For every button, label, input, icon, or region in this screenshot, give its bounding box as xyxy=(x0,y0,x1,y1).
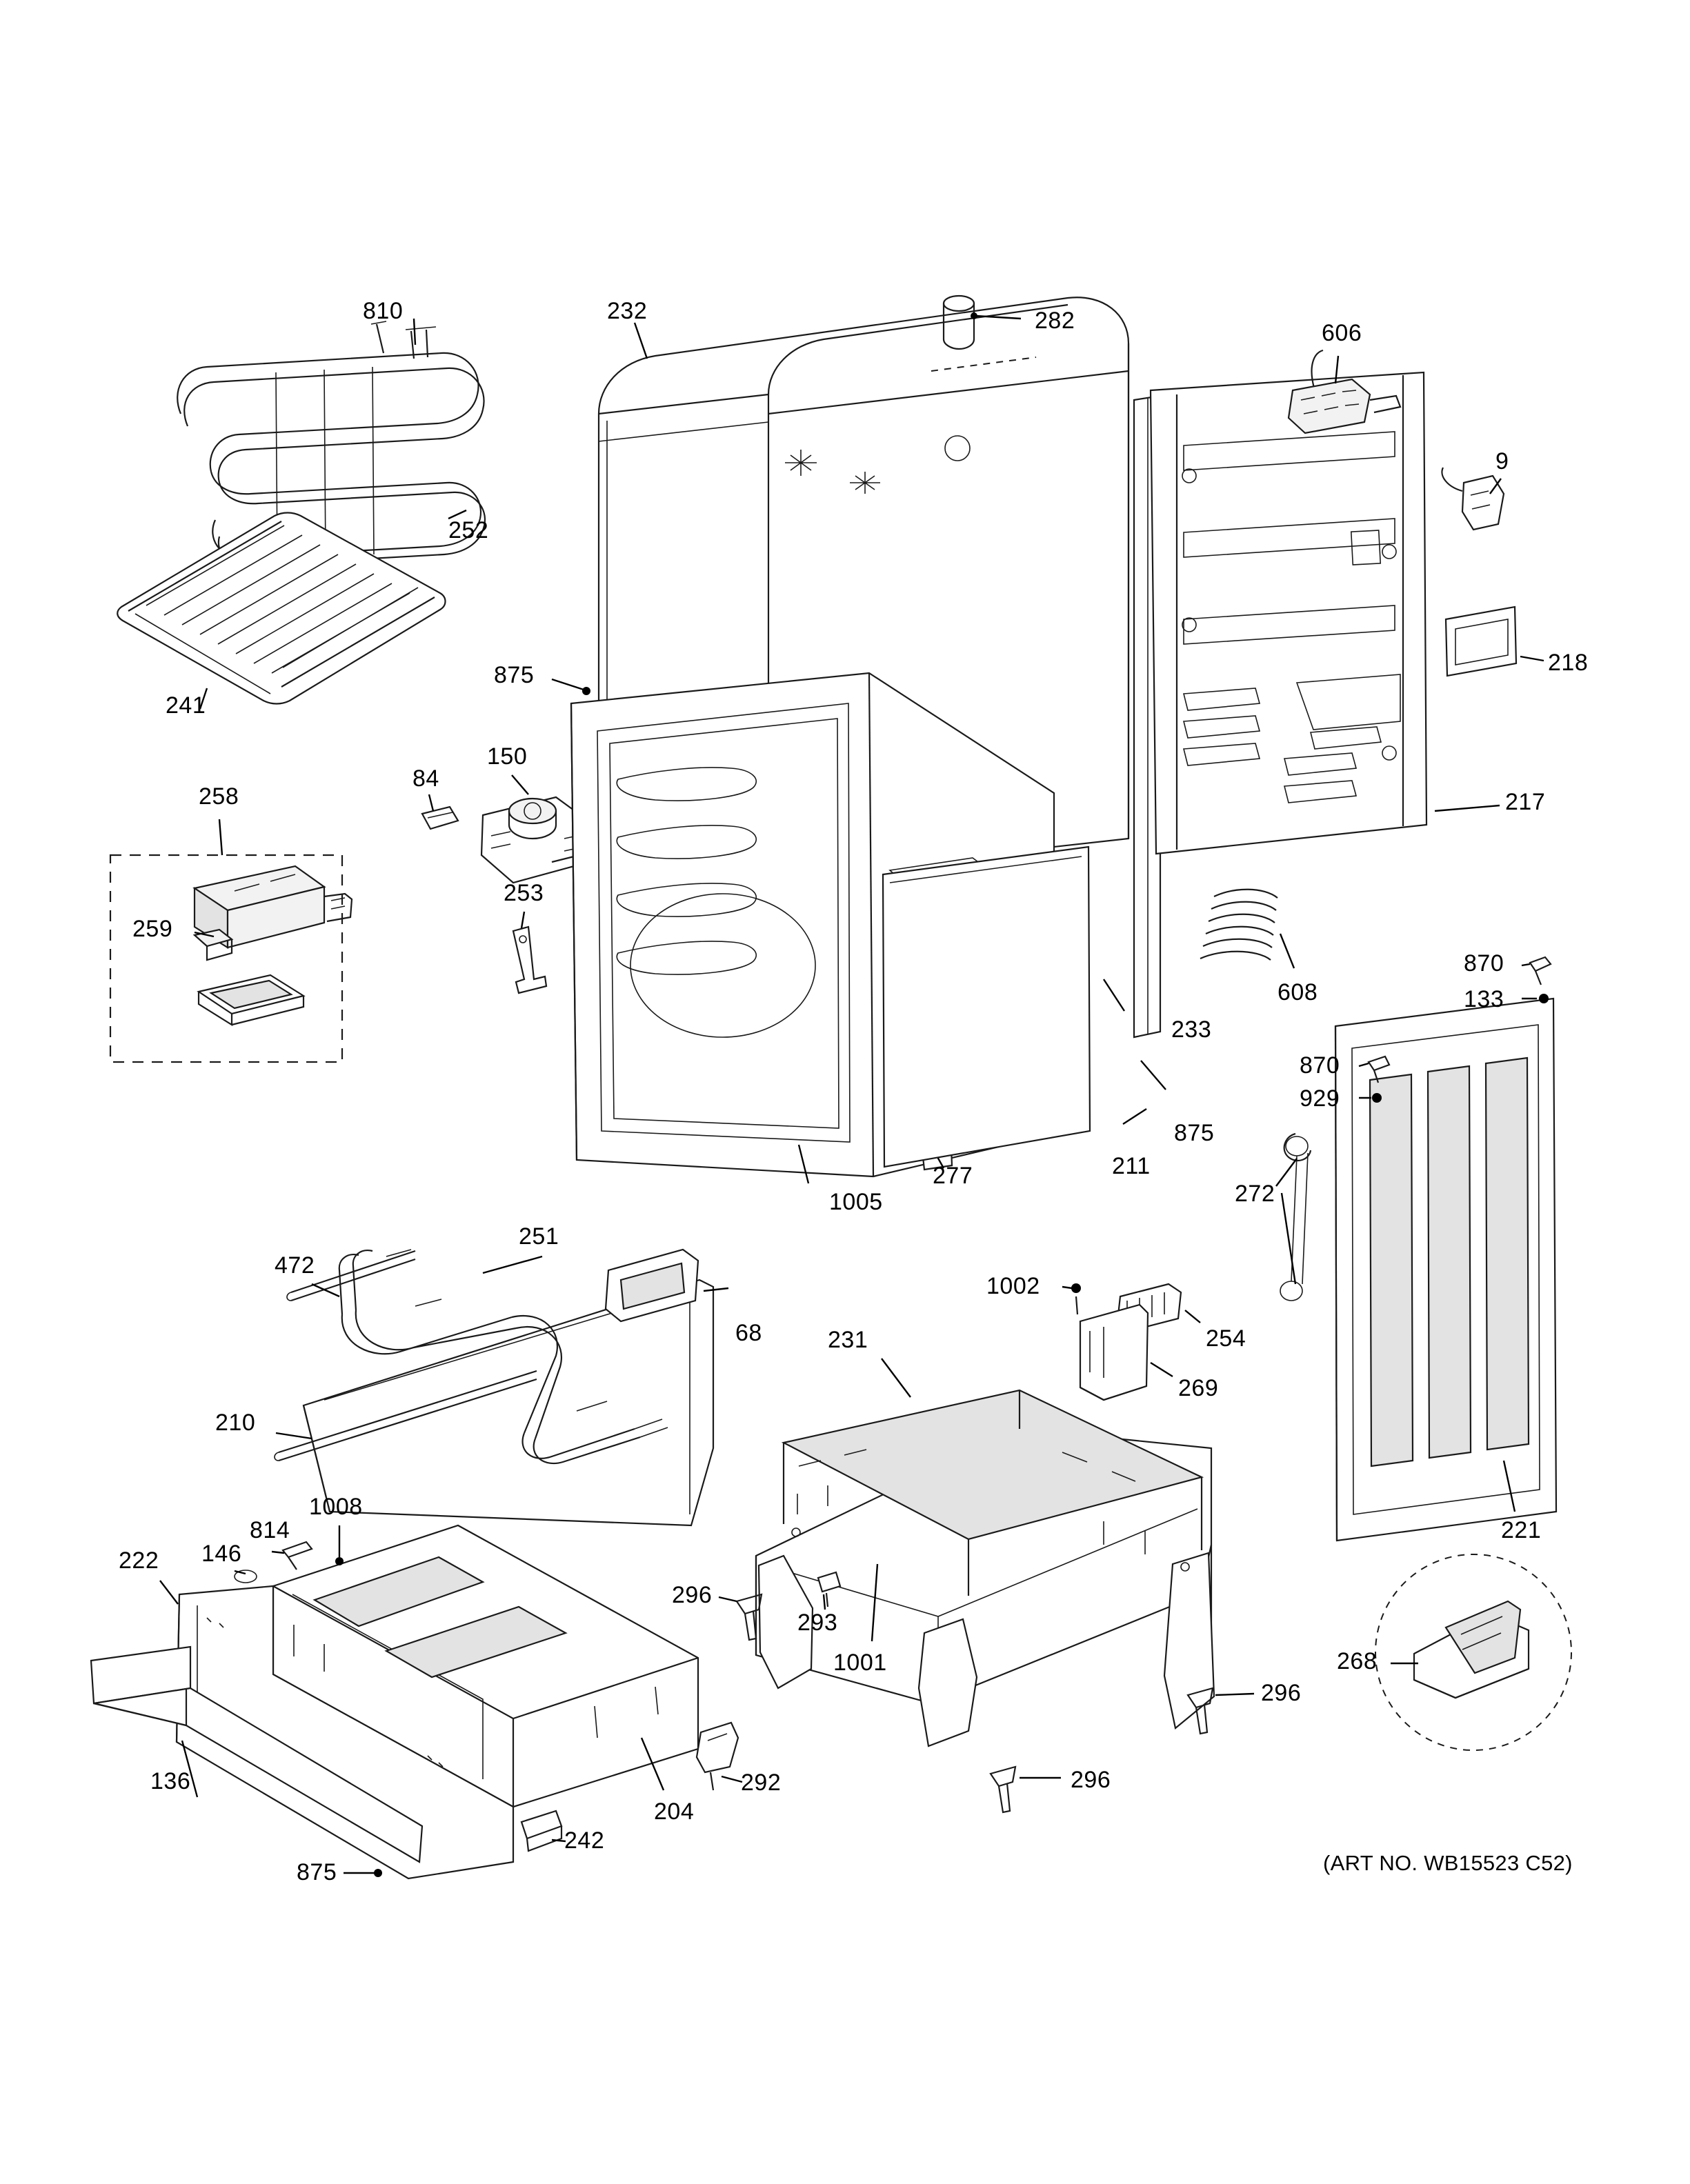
callout-606: 606 xyxy=(1322,320,1362,346)
part-269-bracket xyxy=(1080,1305,1148,1400)
part-292-clip xyxy=(697,1723,738,1790)
part-drawer-assembly xyxy=(91,1525,698,1879)
callout-268: 268 xyxy=(1337,1648,1378,1674)
callout-870-upper: 870 xyxy=(1464,950,1504,976)
callout-472: 472 xyxy=(275,1252,315,1279)
callout-210: 210 xyxy=(215,1410,256,1436)
part-268-detail xyxy=(1375,1554,1571,1750)
part-608-ribbon xyxy=(1200,890,1278,960)
part-group-258 xyxy=(110,855,352,1062)
callout-875-bottom: 875 xyxy=(297,1859,337,1885)
callout-242: 242 xyxy=(564,1827,605,1854)
part-1002-screw xyxy=(1071,1283,1081,1314)
callout-133: 133 xyxy=(1464,986,1504,1012)
callout-296-right: 296 xyxy=(1261,1680,1302,1706)
callout-293: 293 xyxy=(797,1610,838,1636)
callout-1002: 1002 xyxy=(986,1273,1040,1299)
callout-875-top: 875 xyxy=(494,662,535,688)
callout-231: 231 xyxy=(828,1327,868,1353)
callout-870-lower: 870 xyxy=(1300,1052,1340,1079)
art-number: (ART NO. WB15523 C52) xyxy=(1323,1851,1573,1875)
part-218-window xyxy=(1446,607,1516,676)
callout-136: 136 xyxy=(150,1768,191,1794)
callout-608: 608 xyxy=(1278,979,1318,1005)
part-broil-element xyxy=(177,321,485,565)
callout-232: 232 xyxy=(607,298,648,324)
callout-875-mid: 875 xyxy=(1174,1120,1215,1146)
callout-254: 254 xyxy=(1206,1325,1246,1352)
callout-222: 222 xyxy=(119,1547,159,1574)
callout-253: 253 xyxy=(504,880,544,906)
callout-1005: 1005 xyxy=(829,1189,883,1215)
part-oven-rack xyxy=(117,513,445,704)
callout-146: 146 xyxy=(201,1541,242,1567)
part-9-connector xyxy=(1442,468,1504,530)
part-base-frame xyxy=(756,1390,1214,1746)
part-217-back-panel xyxy=(1151,372,1426,854)
callout-68: 68 xyxy=(735,1320,762,1346)
part-84-clip xyxy=(422,807,458,829)
callout-282: 282 xyxy=(1035,308,1075,334)
callout-204: 204 xyxy=(654,1799,695,1825)
part-242-bracket xyxy=(521,1811,561,1851)
callout-1001: 1001 xyxy=(833,1650,887,1676)
callout-150: 150 xyxy=(487,743,528,770)
callout-258: 258 xyxy=(199,783,239,810)
callout-252: 252 xyxy=(448,517,489,543)
callout-269: 269 xyxy=(1178,1375,1219,1401)
part-221-door xyxy=(1280,999,1556,1541)
callout-9: 9 xyxy=(1495,448,1509,474)
callout-277: 277 xyxy=(933,1163,973,1189)
callout-217: 217 xyxy=(1505,789,1546,815)
callout-84: 84 xyxy=(412,765,439,792)
callout-810: 810 xyxy=(363,298,404,324)
callout-296-left: 296 xyxy=(672,1582,713,1608)
callout-292: 292 xyxy=(741,1770,782,1796)
callout-211: 211 xyxy=(1112,1153,1151,1179)
callout-218: 218 xyxy=(1548,650,1589,676)
callout-221: 221 xyxy=(1501,1517,1542,1543)
callout-233: 233 xyxy=(1171,1016,1212,1043)
part-253-bracket xyxy=(513,927,546,993)
part-870-133-hardware xyxy=(1530,957,1551,1003)
part-233-side-panel xyxy=(883,847,1090,1167)
callout-1008: 1008 xyxy=(309,1494,363,1520)
callout-929: 929 xyxy=(1300,1085,1340,1112)
callout-259: 259 xyxy=(132,916,173,942)
callout-814: 814 xyxy=(250,1517,290,1543)
callout-251: 251 xyxy=(519,1223,559,1250)
callout-296-bottom: 296 xyxy=(1071,1767,1111,1793)
callout-272: 272 xyxy=(1235,1181,1275,1207)
callout-241: 241 xyxy=(166,692,206,719)
